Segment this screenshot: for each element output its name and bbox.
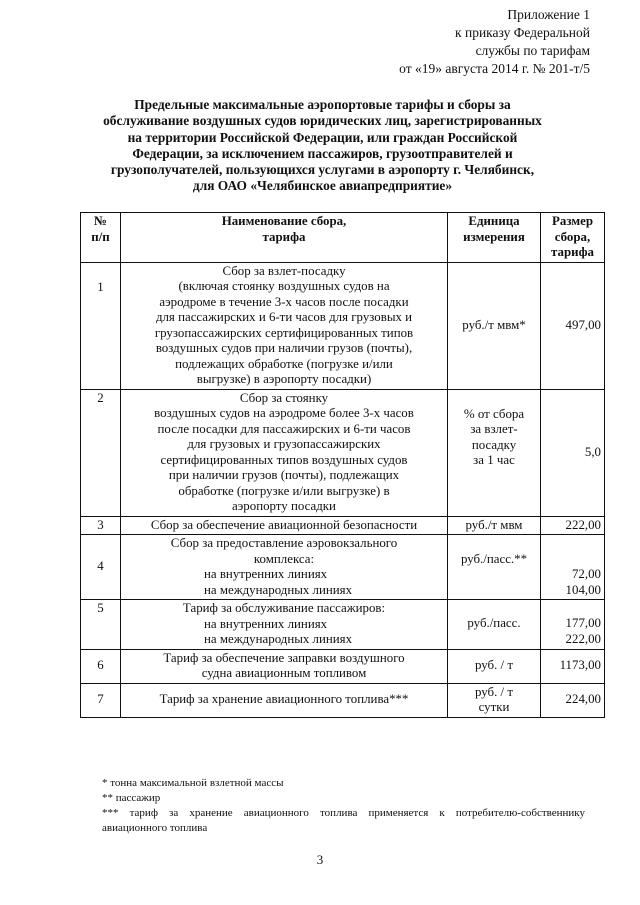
row-num: 2 bbox=[81, 389, 121, 516]
appendix-line: Приложение 1 bbox=[507, 7, 590, 22]
row-name bbox=[121, 683, 448, 717]
row-value bbox=[541, 535, 605, 600]
row-unit bbox=[448, 262, 541, 389]
row-name bbox=[121, 516, 448, 535]
row-value: 222,00 bbox=[541, 516, 605, 535]
title-line: грузополучателей, пользующихся услугами в аэропорту г. Челябинск, bbox=[110, 162, 535, 178]
unit-line: руб./пасс. bbox=[467, 616, 521, 630]
name-line: Сбор за стоянку bbox=[239, 390, 329, 405]
unit-line: сутки bbox=[478, 700, 510, 714]
table-row bbox=[81, 600, 605, 650]
row-name bbox=[121, 535, 448, 600]
footnote-2: ** пассажир bbox=[102, 792, 161, 804]
header-line: п/п bbox=[91, 229, 110, 244]
unit-line: за взлет- bbox=[470, 422, 518, 436]
row-num: 6 bbox=[81, 649, 121, 683]
row-unit bbox=[448, 535, 541, 600]
row-unit bbox=[448, 600, 541, 650]
name-line: подлежащих обработке (погрузке и/или bbox=[175, 356, 393, 371]
table-row bbox=[81, 535, 605, 600]
table-row bbox=[81, 683, 605, 717]
row-value: 497,00 bbox=[541, 262, 605, 389]
appendix-line: к приказу Федеральной bbox=[455, 25, 590, 40]
name-line: судна авиационным топливом bbox=[201, 666, 367, 680]
name-subline: на международных линиях bbox=[204, 582, 353, 597]
header-line: № bbox=[94, 214, 107, 228]
appendix-line: службы по тарифам bbox=[475, 43, 590, 58]
unit-line: % от сбора bbox=[463, 406, 525, 421]
name-subline: на внутренних линиях bbox=[204, 616, 328, 631]
value-line: 72,00 bbox=[571, 567, 601, 581]
row-num: 1 bbox=[81, 262, 121, 389]
title-line: Федерации, за исключением пассажиров, грузоотправителей и bbox=[132, 145, 513, 161]
unit-line: руб. / т bbox=[475, 684, 513, 699]
row-name bbox=[121, 262, 448, 389]
name-line: комплекса: bbox=[253, 551, 315, 566]
unit-line: руб./пасс.** bbox=[460, 552, 528, 566]
name-line: Тариф за обслуживание пассажиров: bbox=[182, 601, 386, 615]
row-num: 5 bbox=[81, 600, 121, 650]
unit-line: за 1 час bbox=[473, 453, 515, 467]
value-line: 222,00 bbox=[565, 631, 601, 646]
row-unit bbox=[448, 683, 541, 717]
table-row bbox=[81, 516, 605, 535]
name-line: аэродроме в течение 3-х часов после посадки bbox=[159, 294, 409, 309]
header-line: Размер bbox=[552, 214, 593, 228]
row-unit bbox=[448, 649, 541, 683]
row-name bbox=[121, 600, 448, 650]
unit-line: посадку bbox=[471, 437, 517, 452]
title-line: Предельные максимальные аэропортовые тарифы и сборы за bbox=[134, 97, 511, 112]
header-num bbox=[81, 213, 121, 263]
footnotes bbox=[80, 776, 585, 836]
value-line: 104,00 bbox=[565, 582, 601, 597]
unit-line: руб./т мвм bbox=[465, 517, 523, 532]
row-name bbox=[121, 649, 448, 683]
value-line: 177,00 bbox=[565, 616, 601, 630]
header-line: измерения bbox=[463, 229, 525, 244]
row-num: 7 bbox=[81, 683, 121, 717]
table-row bbox=[81, 262, 605, 389]
title-line: обслуживание воздушных судов юридических лиц, зарегистрированных bbox=[103, 113, 542, 129]
row-value bbox=[541, 600, 605, 650]
row-value: 1173,00 bbox=[541, 649, 605, 683]
title-line: на территории Российской Федерации, или граждан Российской bbox=[127, 129, 518, 145]
name-line: для пассажирских и 6-ти часов для грузовых и bbox=[155, 310, 413, 324]
header-line: тарифа bbox=[551, 245, 594, 259]
name-line: грузопассажирских сертифицированных типов bbox=[154, 325, 414, 340]
name-line: при наличии грузов (почты), подлежащих bbox=[168, 468, 400, 482]
appendix-reference bbox=[310, 6, 590, 78]
row-num: 3 bbox=[81, 516, 121, 535]
name-subline: на международных линиях bbox=[204, 632, 353, 646]
tariff-table bbox=[80, 212, 605, 718]
table-row bbox=[81, 389, 605, 516]
name-line: (включая стоянку воздушных судов на bbox=[178, 279, 390, 293]
footnote-1: * тонна максимальной взлетной массы bbox=[102, 777, 284, 789]
row-unit bbox=[448, 389, 541, 516]
header-line: Наименование сбора, bbox=[221, 214, 347, 228]
name-line: Тариф за хранение авиационного топлива*** bbox=[159, 692, 409, 707]
table-header-row bbox=[81, 213, 605, 263]
header-line: сбора, bbox=[554, 229, 591, 244]
page-number: 3 bbox=[316, 852, 324, 867]
name-line: сертифицированных типов воздушных судов bbox=[160, 452, 408, 467]
name-line: воздушных судов на аэродроме более 3-х часов bbox=[154, 406, 414, 420]
row-value: 224,00 bbox=[541, 683, 605, 717]
row-value: 5,0 bbox=[541, 389, 605, 516]
name-line: аэропорту посадки bbox=[232, 499, 336, 513]
name-line: воздушных судов при наличии грузов (почты), bbox=[155, 341, 413, 355]
name-line: Сбор за обеспечение авиационной безопасности bbox=[150, 517, 418, 532]
row-name bbox=[121, 389, 448, 516]
unit-line: руб. / т bbox=[475, 658, 513, 673]
row-unit bbox=[448, 516, 541, 535]
document-title bbox=[60, 97, 585, 195]
header-value bbox=[541, 213, 605, 263]
name-subline: на внутренних линиях bbox=[204, 567, 328, 581]
name-line: Сбор за предоставление аэровокзального bbox=[170, 536, 398, 550]
header-line: Единица bbox=[468, 214, 520, 228]
name-line: выгрузке) в аэропорту посадки) bbox=[196, 372, 372, 386]
appendix-line: от «19» августа 2014 г. № 201-т/5 bbox=[399, 61, 590, 76]
row-num: 4 bbox=[81, 535, 121, 600]
header-name bbox=[121, 213, 448, 263]
header-unit bbox=[448, 213, 541, 263]
table-row bbox=[81, 649, 605, 683]
name-line: обработке (погрузке и/или выгрузке) в bbox=[178, 483, 390, 498]
name-line: Тариф за обеспечение заправки воздушного bbox=[163, 650, 405, 665]
name-line: для грузовых и грузопассажирских bbox=[187, 437, 381, 451]
name-line: после посадки для пассажирских и 6-ти часов bbox=[157, 421, 411, 436]
header-line: тарифа bbox=[262, 229, 306, 244]
footnote-3: *** тариф за хранение авиационного топлива применяется к потребителю-собственнику авиационного топлива bbox=[102, 807, 585, 834]
unit-line: руб./т мвм* bbox=[462, 317, 526, 332]
title-line: для ОАО «Челябинское авиапредприятие» bbox=[192, 178, 453, 194]
name-line: Сбор за взлет-посадку bbox=[222, 263, 346, 278]
